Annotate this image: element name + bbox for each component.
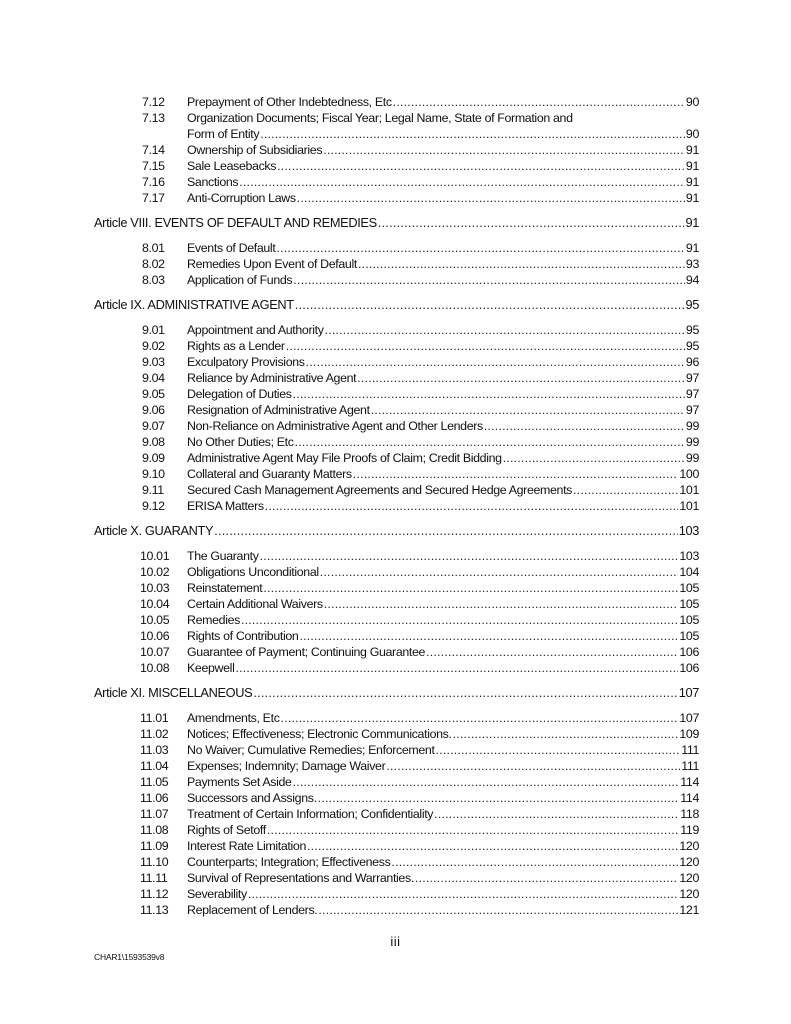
dot-leader bbox=[265, 498, 679, 514]
page-number: 95 bbox=[685, 339, 699, 353]
toc-entry-10-04[interactable] bbox=[94, 596, 699, 612]
section-number: 8.01 bbox=[142, 241, 165, 255]
section-number: 7.16 bbox=[142, 175, 165, 189]
section-number: 11.08 bbox=[140, 823, 169, 837]
dot-leader bbox=[453, 726, 679, 742]
toc-entry-10-06[interactable] bbox=[94, 628, 699, 644]
dot-leader bbox=[293, 774, 680, 790]
dot-leader bbox=[393, 94, 685, 110]
section-title: Delegation of Duties bbox=[187, 387, 292, 401]
page-number: 99 bbox=[685, 451, 699, 465]
section-number: 8.03 bbox=[142, 273, 165, 287]
dot-leader bbox=[263, 580, 678, 596]
section-number: 9.06 bbox=[142, 403, 165, 417]
toc-entry-9-07[interactable] bbox=[94, 418, 699, 434]
section-number: 10.06 bbox=[140, 629, 170, 643]
page-number: 94 bbox=[685, 273, 699, 287]
article-title: Article VIII. EVENTS OF DEFAULT AND REMEDIES bbox=[94, 215, 377, 230]
section-number: 10.01 bbox=[140, 549, 170, 563]
section-title: Administrative Agent May File Proofs of Claim; Credit Bidding bbox=[187, 451, 502, 465]
page-number: 103 bbox=[678, 523, 699, 538]
toc-entry-9-06[interactable] bbox=[94, 402, 699, 418]
toc-entry-11-01[interactable] bbox=[94, 710, 699, 726]
page-number: 95 bbox=[685, 297, 699, 312]
page-number: 91 bbox=[685, 143, 699, 157]
toc-entry-9-09[interactable] bbox=[94, 450, 699, 466]
section-number: 9.12 bbox=[142, 499, 165, 513]
toc-entry-7-17[interactable] bbox=[94, 190, 699, 206]
toc-entry-11-10[interactable] bbox=[94, 854, 699, 870]
section-title: ERISA Matters bbox=[187, 499, 264, 513]
section-number: 7.17 bbox=[142, 191, 165, 205]
dot-leader bbox=[358, 256, 685, 272]
dot-leader bbox=[260, 548, 679, 564]
section-number: 11.11 bbox=[140, 871, 168, 885]
dot-leader bbox=[307, 838, 678, 854]
section-number: 9.05 bbox=[142, 387, 165, 401]
section-title: Sale Leasebacks bbox=[187, 159, 277, 173]
page-number: 105 bbox=[679, 597, 699, 611]
page-number: 97 bbox=[685, 371, 699, 385]
section-title: Non-Reliance on Administrative Agent and Other Lenders bbox=[187, 419, 483, 433]
section-title: Application of Funds bbox=[187, 273, 293, 287]
dot-leader bbox=[434, 806, 679, 822]
toc-entry-8-01[interactable] bbox=[94, 240, 699, 256]
dot-leader bbox=[573, 482, 678, 498]
toc-entry-9-04[interactable] bbox=[94, 370, 699, 386]
section-number: 9.11 bbox=[142, 483, 164, 497]
toc-article-heading[interactable] bbox=[94, 296, 699, 314]
toc-entry-8-02[interactable] bbox=[94, 256, 699, 272]
page-number: 114 bbox=[680, 775, 699, 789]
toc-entry-9-12[interactable] bbox=[94, 498, 699, 514]
toc-entry-7-12[interactable] bbox=[94, 94, 699, 110]
section-number: 11.03 bbox=[140, 743, 169, 757]
articles-list bbox=[94, 214, 699, 918]
toc-article-heading[interactable] bbox=[94, 214, 699, 232]
section-title: Events of Default bbox=[187, 241, 276, 255]
section-title: Prepayment of Other Indebtedness, Etc bbox=[187, 95, 392, 109]
section-title: Successors and Assigns. bbox=[187, 791, 317, 805]
section-number: 11.12 bbox=[140, 887, 169, 901]
dot-leader bbox=[353, 466, 679, 482]
toc-entry-10-02[interactable] bbox=[94, 564, 699, 580]
toc-article-heading[interactable] bbox=[94, 684, 699, 702]
page-number: 99 bbox=[685, 435, 699, 449]
page-number: 114 bbox=[680, 791, 699, 805]
section-title: No Other Duties; Etc bbox=[187, 435, 294, 449]
dot-leader bbox=[267, 822, 679, 838]
section-number: 11.13 bbox=[140, 903, 169, 917]
page-number: 100 bbox=[679, 467, 699, 481]
page-number: 104 bbox=[679, 565, 699, 579]
section-title: Guarantee of Payment; Continuing Guarantee bbox=[187, 645, 426, 659]
page-number: 105 bbox=[679, 629, 699, 643]
section-title: Remedies Upon Event of Default bbox=[187, 257, 357, 271]
section-title: Severability bbox=[187, 887, 247, 901]
page-number: 111 bbox=[681, 743, 699, 757]
section-number: 7.15 bbox=[142, 159, 165, 173]
dot-leader bbox=[293, 272, 685, 288]
dot-leader bbox=[235, 660, 678, 676]
dot-leader bbox=[295, 434, 685, 450]
dot-leader bbox=[426, 644, 678, 660]
section-number: 11.04 bbox=[140, 759, 169, 773]
section-number: 9.02 bbox=[142, 339, 165, 353]
dot-leader bbox=[320, 564, 679, 580]
page-number: 101 bbox=[679, 483, 699, 497]
dot-leader bbox=[503, 450, 685, 466]
section-title: Resignation of Administrative Agent bbox=[187, 403, 370, 417]
page-number: 106 bbox=[679, 661, 699, 675]
section-number: 11.06 bbox=[140, 791, 169, 805]
dot-leader bbox=[295, 296, 685, 314]
section-number: 11.02 bbox=[140, 727, 169, 741]
page-number: 91 bbox=[685, 159, 699, 173]
section-title: Payments Set Aside bbox=[187, 775, 292, 789]
toc-entry-11-07[interactable] bbox=[94, 806, 699, 822]
dot-leader bbox=[299, 628, 678, 644]
section-title: No Waiver; Cumulative Remedies; Enforcement bbox=[187, 743, 435, 757]
dot-leader bbox=[357, 370, 685, 386]
toc-entry-10-01[interactable] bbox=[94, 548, 699, 564]
page-number: 119 bbox=[680, 823, 699, 837]
dot-leader bbox=[260, 126, 685, 142]
section-number: 9.08 bbox=[142, 435, 165, 449]
page-label: iii bbox=[390, 934, 401, 949]
section-title: Reliance by Administrative Agent bbox=[187, 371, 357, 385]
section-number: 11.05 bbox=[140, 775, 169, 789]
section-title: Organization Documents; Fiscal Year; Legal Name, State of Formation and bbox=[187, 111, 573, 125]
section-title: Expenses; Indemnity; Damage Waiver bbox=[187, 759, 386, 773]
section-title: Rights as a Lender bbox=[187, 339, 285, 353]
article-title: Article XI. MISCELLANEOUS bbox=[94, 685, 253, 700]
section-title: Replacement of Lenders. bbox=[187, 903, 318, 917]
section-title-continued: Form of Entity bbox=[187, 127, 260, 141]
dot-leader bbox=[297, 190, 685, 206]
dot-leader bbox=[306, 354, 685, 370]
page-number: 109 bbox=[679, 727, 699, 741]
toc-entry-11-09[interactable] bbox=[94, 838, 699, 854]
page-number: 121 bbox=[679, 903, 699, 917]
page-number: 107 bbox=[679, 711, 699, 725]
toc-entry-7-14[interactable] bbox=[94, 142, 699, 158]
dot-leader bbox=[241, 612, 678, 628]
toc-entry-11-11[interactable] bbox=[94, 870, 699, 886]
page-number: 97 bbox=[685, 387, 699, 401]
toc-entry-9-08[interactable] bbox=[94, 434, 699, 450]
article-title: Article X. GUARANTY bbox=[94, 523, 214, 538]
dot-leader bbox=[378, 214, 685, 232]
page-number: 107 bbox=[678, 685, 699, 700]
page-number: 93 bbox=[685, 257, 699, 271]
dot-leader bbox=[484, 418, 685, 434]
dot-leader bbox=[318, 902, 678, 918]
toc-entry-7-15[interactable] bbox=[94, 158, 699, 174]
dot-leader bbox=[281, 710, 679, 726]
page-number: 120 bbox=[679, 839, 699, 853]
dot-leader bbox=[386, 758, 680, 774]
section-title: Rights of Setoff bbox=[187, 823, 266, 837]
section-title: Appointment and Authority bbox=[187, 323, 324, 337]
section-number: 9.04 bbox=[142, 371, 165, 385]
page-number: 97 bbox=[685, 403, 699, 417]
page-number: 111 bbox=[681, 759, 699, 773]
page-number: 120 bbox=[679, 871, 699, 885]
toc-entry-11-13[interactable] bbox=[94, 902, 699, 918]
section-number: 7.13 bbox=[142, 111, 165, 125]
toc-entry-9-11[interactable] bbox=[94, 482, 699, 498]
dot-leader bbox=[277, 158, 685, 174]
section-title: Secured Cash Management Agreements and Secured Hedge Agreements bbox=[187, 483, 573, 497]
toc-entry-11-03[interactable] bbox=[94, 742, 699, 758]
toc-entry-9-10[interactable] bbox=[94, 466, 699, 482]
section-number: 7.14 bbox=[142, 143, 165, 157]
section-title: Treatment of Certain Information; Confidentiality bbox=[187, 807, 434, 821]
toc-entry-10-03[interactable] bbox=[94, 580, 699, 596]
section-title: The Guaranty bbox=[187, 549, 259, 563]
section-title: Collateral and Guaranty Matters bbox=[187, 467, 352, 481]
section-number: 10.04 bbox=[140, 597, 170, 611]
page-number: 105 bbox=[679, 581, 699, 595]
section-title: Interest Rate Limitation bbox=[187, 839, 307, 853]
section-number: 10.03 bbox=[140, 581, 170, 595]
toc-entry-9-02[interactable] bbox=[94, 338, 699, 354]
section-title: Notices; Effectiveness; Electronic Communications. bbox=[187, 727, 452, 741]
table-of-contents bbox=[94, 94, 699, 918]
dot-leader bbox=[371, 402, 685, 418]
section-title: Anti-Corruption Laws bbox=[187, 191, 296, 205]
dot-leader bbox=[391, 854, 678, 870]
section-title: Reinstatement bbox=[187, 581, 263, 595]
dot-leader bbox=[214, 522, 677, 540]
page-number: 91 bbox=[685, 175, 699, 189]
toc-entry-10-05[interactable] bbox=[94, 612, 699, 628]
section-title: Rights of Contribution bbox=[187, 629, 299, 643]
section-number: 11.09 bbox=[140, 839, 169, 853]
toc-entry-9-01[interactable] bbox=[94, 322, 699, 338]
page-number: 118 bbox=[680, 807, 699, 821]
dot-leader bbox=[436, 742, 681, 758]
section-number: 11.07 bbox=[140, 807, 169, 821]
dot-leader bbox=[253, 684, 677, 702]
section-number: 9.10 bbox=[142, 467, 165, 481]
page-number: 90 bbox=[685, 127, 699, 141]
toc-entry-11-06[interactable] bbox=[94, 790, 699, 806]
toc-entry-7-16[interactable] bbox=[94, 174, 699, 190]
section-number: 9.01 bbox=[142, 323, 165, 337]
toc-entry-11-08[interactable] bbox=[94, 822, 699, 838]
section-number: 11.01 bbox=[140, 711, 169, 725]
page-number: 106 bbox=[679, 645, 699, 659]
dot-leader bbox=[318, 790, 680, 806]
toc-article-heading[interactable] bbox=[94, 522, 699, 540]
toc-entry-10-08[interactable] bbox=[94, 660, 699, 676]
article-title: Article IX. ADMINISTRATIVE AGENT bbox=[94, 297, 294, 312]
section-title: Obligations Unconditional bbox=[187, 565, 319, 579]
toc-entry-7-13-continued[interactable] bbox=[94, 126, 699, 142]
toc-entry-9-05[interactable] bbox=[94, 386, 699, 402]
section-number: 7.12 bbox=[142, 95, 165, 109]
section-title: Survival of Representations and Warranties. bbox=[187, 871, 414, 885]
dot-leader bbox=[323, 142, 685, 158]
page-number: 95 bbox=[685, 323, 699, 337]
page-number: 96 bbox=[685, 355, 699, 369]
dot-leader bbox=[248, 886, 679, 902]
dot-leader bbox=[293, 386, 685, 402]
dot-leader bbox=[324, 596, 679, 612]
page-number: 90 bbox=[685, 95, 699, 109]
page-number: 120 bbox=[679, 887, 699, 901]
section-number: 9.07 bbox=[142, 419, 165, 433]
section-number: 8.02 bbox=[142, 257, 165, 271]
section-title: Certain Additional Waivers bbox=[187, 597, 323, 611]
section-number: 10.02 bbox=[140, 565, 170, 579]
dot-leader bbox=[239, 174, 685, 190]
page-number: 91 bbox=[685, 241, 699, 255]
page-number: 91 bbox=[685, 191, 699, 205]
toc-entry-8-03[interactable] bbox=[94, 272, 699, 288]
dot-leader bbox=[276, 240, 684, 256]
toc-entry-11-02[interactable] bbox=[94, 726, 699, 742]
page-number: 99 bbox=[685, 419, 699, 433]
section-number: 9.03 bbox=[142, 355, 165, 369]
toc-entry-9-03[interactable] bbox=[94, 354, 699, 370]
dot-leader bbox=[286, 338, 685, 354]
section-title: Exculpatory Provisions bbox=[187, 355, 305, 369]
section-title: Ownership of Subsidiaries bbox=[187, 143, 323, 157]
section-number: 9.09 bbox=[142, 451, 165, 465]
section-title: Keepwell bbox=[187, 661, 235, 675]
section-number: 10.05 bbox=[140, 613, 170, 627]
toc-entry-11-05[interactable] bbox=[94, 774, 699, 790]
section-number: 10.08 bbox=[140, 661, 170, 675]
page-number: 103 bbox=[679, 549, 699, 563]
page-number: 101 bbox=[679, 499, 699, 513]
section-title: Remedies bbox=[187, 613, 240, 627]
section-title: Sanctions bbox=[187, 175, 239, 189]
section-number: 11.10 bbox=[140, 855, 169, 869]
dot-leader bbox=[325, 322, 685, 338]
page-number: 91 bbox=[685, 215, 699, 230]
page-number: 105 bbox=[679, 613, 699, 627]
toc-entry-11-04[interactable] bbox=[94, 758, 699, 774]
toc-entry-10-07[interactable] bbox=[94, 644, 699, 660]
dot-leader bbox=[415, 870, 678, 886]
toc-entry-7-13[interactable] bbox=[94, 110, 699, 126]
document-id: CHAR1\1593539v8 bbox=[94, 952, 165, 962]
page-number: 120 bbox=[679, 855, 699, 869]
section-number: 10.07 bbox=[140, 645, 170, 659]
section-title: Counterparts; Integration; Effectiveness bbox=[187, 855, 391, 869]
toc-entry-11-12[interactable] bbox=[94, 886, 699, 902]
section-title: Amendments, Etc bbox=[187, 711, 280, 725]
